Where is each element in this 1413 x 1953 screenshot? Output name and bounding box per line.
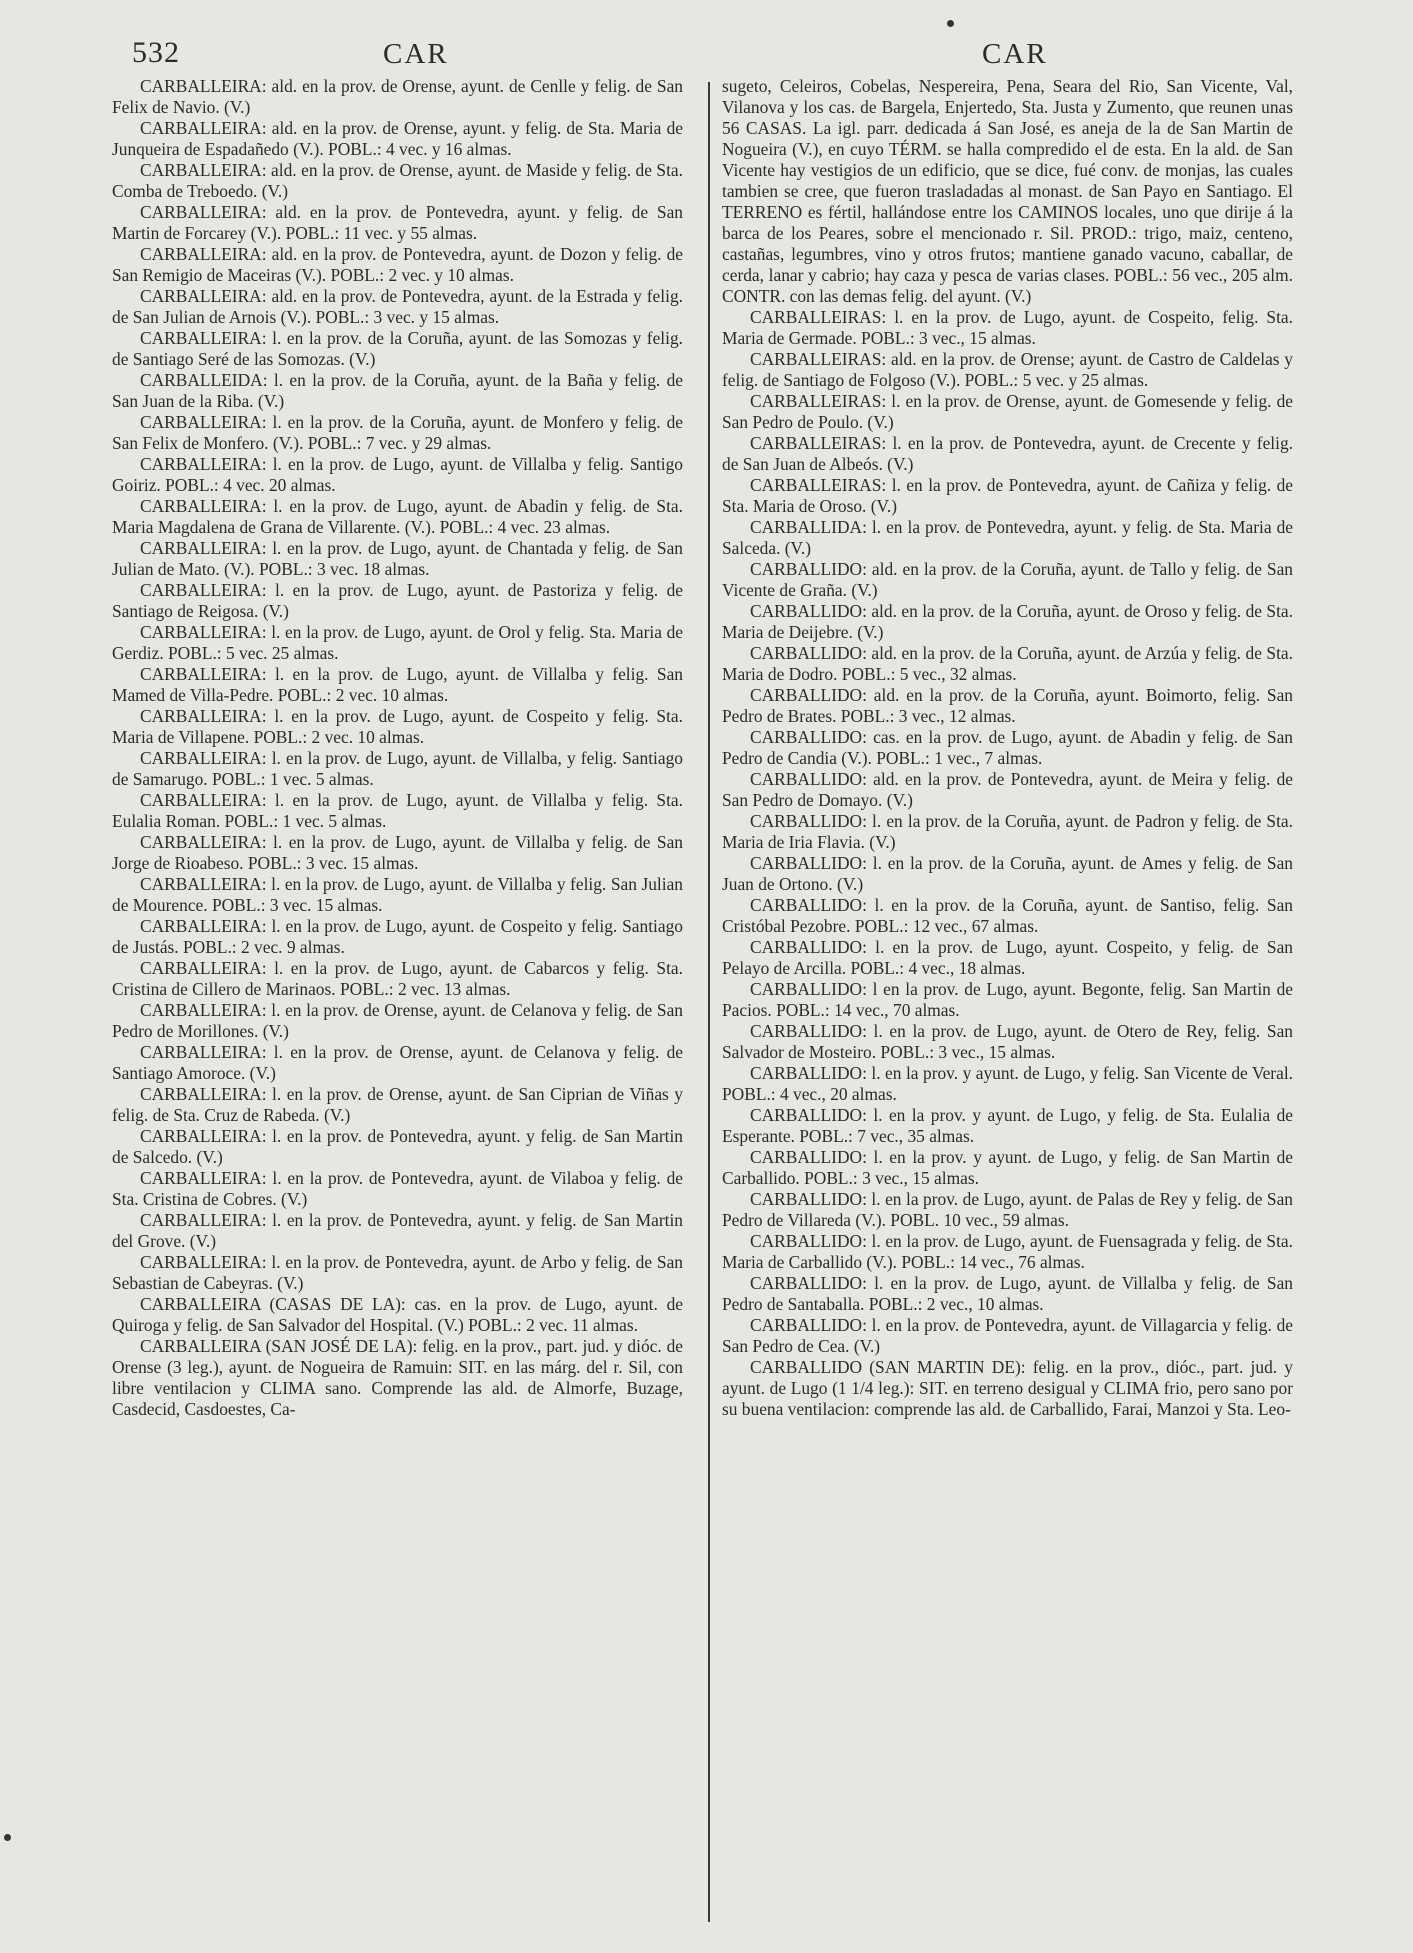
dictionary-entry: CARBALLEIRA: l. en la prov. de Lugo, ayunt. de Villalba y felig. San Julian de Mourence. POBL.: 3 vec. 15 almas.: [112, 874, 683, 915]
dictionary-entry: CARBALLIDO: cas. en la prov. de Lugo, ayunt. de Abadin y felig. de San Pedro de Candia (V.). POBL.: 1 vec., 7 almas.: [722, 727, 1293, 768]
dictionary-entry: CARBALLEIRA: l. en la prov. de Lugo, ayunt. de Orol y felig. Sta. Maria de Gerdiz. POBL.: 5 vec. 25 almas.: [112, 622, 683, 663]
dictionary-entry: CARBALLEIRA: ald. en la prov. de Orense, ayunt. y felig. de Sta. Maria de Junqueira de Espadañedo (V.). POBL.: 4 vec. y 16 almas.: [112, 118, 683, 159]
page-number: 532: [132, 36, 180, 69]
ink-dot: [947, 20, 954, 27]
dictionary-entry: CARBALLEIRA: l. en la prov. de Lugo, ayunt. de Abadin y felig. de Sta. Maria Magdalena de Grana de Villarente. (V.). POBL.: 4 vec. 23 almas.: [112, 496, 683, 537]
dictionary-entry: CARBALLEIRA: l. en la prov. de Pontevedra, ayunt. de Arbo y felig. de San Sebastian de Cabeyras. (V.): [112, 1252, 683, 1293]
dictionary-entry: CARBALLIDO: ald. en la prov. de Pontevedra, ayunt. de Meira y felig. de San Pedro de Domayo. (V.): [722, 769, 1293, 810]
dictionary-entry: CARBALLEIRA: l. en la prov. de Lugo, ayunt. de Villalba y felig. San Mamed de Villa-Pedre. POBL.: 2 vec. 10 almas.: [112, 664, 683, 705]
dictionary-entry: CARBALLEIRAS: l. en la prov. de Orense, ayunt. de Gomesende y felig. de San Pedro de Poulo. (V.): [722, 391, 1293, 432]
dictionary-entry: CARBALLIDO: l. en la prov. de Lugo, ayunt. de Otero de Rey, felig. San Salvador de Mosteiro. POBL.: 3 vec., 15 almas.: [722, 1021, 1293, 1062]
dictionary-entry: CARBALLEIRA: l. en la prov. de Lugo, ayunt. de Cabarcos y felig. Sta. Cristina de Cillero de Marinaos. POBL.: 2 vec. 13 almas.: [112, 958, 683, 999]
dictionary-entry: CARBALLIDO: l. en la prov. de Lugo, ayunt. de Villalba y felig. de San Pedro de Santaballa. POBL.: 2 vec., 10 almas.: [722, 1273, 1293, 1314]
right-column: [722, 76, 1293, 1420]
dictionary-entry: CARBALLEIRA: l. en la prov. de Lugo, ayunt. de Cospeito y felig. Santiago de Justás. POBL.: 2 vec. 9 almas.: [112, 916, 683, 957]
dictionary-entry: CARBALLEIRA (SAN JOSÉ DE LA): felig. en la prov., part. jud. y dióc. de Orense (3 leg.), ayunt. de Nogueira de Ramuin: SIT. en las márg. del r. Sil, con libre ventilacion y CLIMA sano. Comprende las ald. de Almorfe, Buzage, Casdecid, Casdoestes, Ca-: [112, 1336, 683, 1419]
dictionary-entry: CARBALLEIRA: ald. en la prov. de Pontevedra, ayunt. de la Estrada y felig. de San Julian de Arnois (V.). POBL.: 3 vec. y 15 almas.: [112, 286, 683, 327]
dictionary-entry: CARBALLEIRA: l. en la prov. de Orense, ayunt. de Celanova y felig. de Santiago Amoroce. (V.): [112, 1042, 683, 1083]
dictionary-entry: CARBALLIDO: l. en la prov. de Lugo, ayunt. de Fuensagrada y felig. de Sta. Maria de Carballido (V.). POBL.: 14 vec., 76 almas.: [722, 1231, 1293, 1272]
dictionary-entry: CARBALLEIRAS: l. en la prov. de Lugo, ayunt. de Cospeito, felig. Sta. Maria de Germade. POBL.: 3 vec., 15 almas.: [722, 307, 1293, 348]
dictionary-entry: CARBALLEIRA (CASAS DE LA): cas. en la prov. de Lugo, ayunt. de Quiroga y felig. de San Salvador del Hospital. (V.) POBL.: 2 vec. 11 almas.: [112, 1294, 683, 1335]
dictionary-entry: CARBALLIDO: l. en la prov. de la Coruña, ayunt. de Ames y felig. de San Juan de Ortono. (V.): [722, 853, 1293, 894]
dictionary-entry: CARBALLEIRA: l. en la prov. de Pontevedra, ayunt. y felig. de San Martin de Salcedo. (V.): [112, 1126, 683, 1167]
dictionary-entry: CARBALLIDO: l. en la prov. de Lugo, ayunt. Cospeito, y felig. de San Pelayo de Arcilla. POBL.: 4 vec., 18 almas.: [722, 937, 1293, 978]
dictionary-entry: CARBALLEIRAS: l. en la prov. de Pontevedra, ayunt. de Crecente y felig. de San Juan de Albeós. (V.): [722, 433, 1293, 474]
dictionary-entry: CARBALLIDO: l. en la prov. y ayunt. de Lugo, y felig. de Sta. Eulalia de Esperante. POBL.: 7 vec., 35 almas.: [722, 1105, 1293, 1146]
dictionary-entry: CARBALLEIRA: ald. en la prov. de Pontevedra, ayunt. de Dozon y felig. de San Remigio de Maceiras (V.). POBL.: 2 vec. y 10 almas.: [112, 244, 683, 285]
dictionary-entry: CARBALLEIRA: l. en la prov. de Lugo, ayunt. de Pastoriza y felig. de Santiago de Reigosa. (V.): [112, 580, 683, 621]
dictionary-entry: CARBALLEIRA: ald. en la prov. de Orense, ayunt. de Cenlle y felig. de San Felix de Navio. (V.): [112, 76, 683, 117]
dictionary-entry: CARBALLIDO: ald. en la prov. de la Coruña, ayunt. Boimorto, felig. San Pedro de Brates. POBL.: 3 vec., 12 almas.: [722, 685, 1293, 726]
dictionary-entry: CARBALLEIRA: l. en la prov. de Pontevedra, ayunt. de Vilaboa y felig. de Sta. Cristina de Cobres. (V.): [112, 1168, 683, 1209]
dictionary-entry: CARBALLEIRA: l. en la prov. de la Coruña, ayunt. de Monfero y felig. de San Felix de Monfero. (V.). POBL.: 7 vec. y 29 almas.: [112, 412, 683, 453]
dictionary-entry: CARBALLIDO: l. en la prov. de la Coruña, ayunt. de Padron y felig. de Sta. Maria de Iria Flavia. (V.): [722, 811, 1293, 852]
dictionary-entry: CARBALLEIRA: l. en la prov. de Lugo, ayunt. de Villalba y felig. Santigo Goiriz. POBL.: 4 vec. 20 almas.: [112, 454, 683, 495]
dictionary-entry: CARBALLEIRA: l. en la prov. de Lugo, ayunt. de Cospeito y felig. Sta. Maria de Villapene. POBL.: 2 vec. 10 almas.: [112, 706, 683, 747]
running-head-right: CAR: [982, 38, 1048, 70]
dictionary-entry: CARBALLIDO: l. en la prov. de Lugo, ayunt. de Palas de Rey y felig. de San Pedro de Villareda (V.). POBL. 10 vec., 59 almas.: [722, 1189, 1293, 1230]
dictionary-entry: CARBALLEIRA: l. en la prov. de Lugo, ayunt. de Villalba, y felig. Santiago de Samarugo. POBL.: 1 vec. 5 almas.: [112, 748, 683, 789]
dictionary-entry: CARBALLEIRAS: l. en la prov. de Pontevedra, ayunt. de Cañiza y felig. de Sta. Maria de Oroso. (V.): [722, 475, 1293, 516]
dictionary-entry: CARBALLIDO: ald. en la prov. de la Coruña, ayunt. de Arzúa y felig. de Sta. Maria de Dodro. POBL.: 5 vec., 32 almas.: [722, 643, 1293, 684]
dictionary-entry: CARBALLIDO: l en la prov. de Lugo, ayunt. Begonte, felig. San Martin de Pacios. POBL.: 14 vec., 70 almas.: [722, 979, 1293, 1020]
dictionary-entry: CARBALLIDO: l. en la prov. de Pontevedra, ayunt. de Villagarcia y felig. de San Pedro de Cea. (V.): [722, 1315, 1293, 1356]
dictionary-entry: CARBALLEIDA: l. en la prov. de la Coruña, ayunt. de la Baña y felig. de San Juan de la Riba. (V.): [112, 370, 683, 411]
dictionary-entry: CARBALLEIRA: ald. en la prov. de Orense, ayunt. de Maside y felig. de Sta. Comba de Treboedo. (V.): [112, 160, 683, 201]
dictionary-entry: CARBALLEIRA: l. en la prov. de Lugo, ayunt. de Chantada y felig. de San Julian de Mato. (V.). POBL.: 3 vec. 18 almas.: [112, 538, 683, 579]
dictionary-entry: CARBALLEIRA: ald. en la prov. de Pontevedra, ayunt. y felig. de San Martin de Forcarey (V.). POBL.: 11 vec. y 55 almas.: [112, 202, 683, 243]
dictionary-entry: CARBALLIDO: l. en la prov. y ayunt. de Lugo, y felig. San Vicente de Veral. POBL.: 4 vec., 20 almas.: [722, 1063, 1293, 1104]
dictionary-entry: CARBALLEIRA: l. en la prov. de la Coruña, ayunt. de las Somozas y felig. de Santiago Seré de las Somozas. (V.): [112, 328, 683, 369]
dictionary-entry: CARBALLEIRA: l. en la prov. de Orense, ayunt. de Celanova y felig. de San Pedro de Morillones. (V.): [112, 1000, 683, 1041]
running-head-left: CAR: [383, 38, 449, 70]
dictionary-entry: CARBALLIDA: l. en la prov. de Pontevedra, ayunt. y felig. de Sta. Maria de Salceda. (V.): [722, 517, 1293, 558]
dictionary-entry: CARBALLIDO (SAN MARTIN DE): felig. en la prov., dióc., part. jud. y ayunt. de Lugo (1 1/4 leg.): SIT. en terreno desigual y CLIMA frio, pero sano por su buena ventilacion: comprende las ald. de Carballido, Farai, Manzoi y Sta. Leo-: [722, 1357, 1293, 1419]
dictionary-entry: CARBALLEIRA: l. en la prov. de Pontevedra, ayunt. y felig. de San Martin del Grove. (V.): [112, 1210, 683, 1251]
dictionary-entry: CARBALLEIRA: l. en la prov. de Orense, ayunt. de San Ciprian de Viñas y felig. de Sta. Cruz de Rabeda. (V.): [112, 1084, 683, 1125]
dictionary-entry: CARBALLEIRA: l. en la prov. de Lugo, ayunt. de Villalba y felig. de San Jorge de Rioabeso. POBL.: 3 vec. 15 almas.: [112, 832, 683, 873]
dictionary-entry: CARBALLIDO: l. en la prov. de la Coruña, ayunt. de Santiso, felig. San Cristóbal Pezobre. POBL.: 12 vec., 67 almas.: [722, 895, 1293, 936]
left-column: [112, 76, 683, 1420]
dictionary-entry: CARBALLEIRAS: ald. en la prov. de Orense; ayunt. de Castro de Caldelas y felig. de Santiago de Folgoso (V.). POBL.: 5 vec. y 25 almas.: [722, 349, 1293, 390]
ink-dot: [4, 1834, 11, 1841]
dictionary-entry: CARBALLIDO: ald. en la prov. de la Coruña, ayunt. de Oroso y felig. de Sta. Maria de Deijebre. (V.): [722, 601, 1293, 642]
dictionary-entry: CARBALLEIRA: l. en la prov. de Lugo, ayunt. de Villalba y felig. Sta. Eulalia Roman. POBL.: 1 vec. 5 almas.: [112, 790, 683, 831]
column-divider: [708, 82, 710, 1922]
continued-entry: sugeto, Celeiros, Cobelas, Nespereira, Pena, Seara del Rio, San Vicente, Val, Vilanova y los cas. de Bargela, Enjertedo, Sta. Justa y Zumento, que reunen unas 56 CASAS. La igl. parr. dedicada á San José, es aneja de la de San Martin de Nogueira (V.), en cuyo TÉRM. se halla compredido el de esta. En la ald. de San Vicente hay vestigios de un edificio, que se dice, fué conv. de monjas, las cuales tambien se cree, que fueron trasladadas al monast. de San Payo en Santiago. El TERRENO es fértil, hallándose entre los CAMINOS locales, uno que dirije á la barca de los Peares, sobre el mencionado r. Sil. PROD.: trigo, maiz, centeno, castañas, legumbres, vino y otros frutos; mantiene ganado vacuno, caballar, de cerda, lanar y cabrio; hay caza y pesca de varias clases. POBL.: 56 vec., 205 alm. CONTR. con las demas felig. del ayunt. (V.): [722, 76, 1293, 306]
dictionary-entry: CARBALLIDO: ald. en la prov. de la Coruña, ayunt. de Tallo y felig. de San Vicente de Graña. (V.): [722, 559, 1293, 600]
dictionary-entry: CARBALLIDO: l. en la prov. y ayunt. de Lugo, y felig. de San Martin de Carballido. POBL.: 3 vec., 15 almas.: [722, 1147, 1293, 1188]
